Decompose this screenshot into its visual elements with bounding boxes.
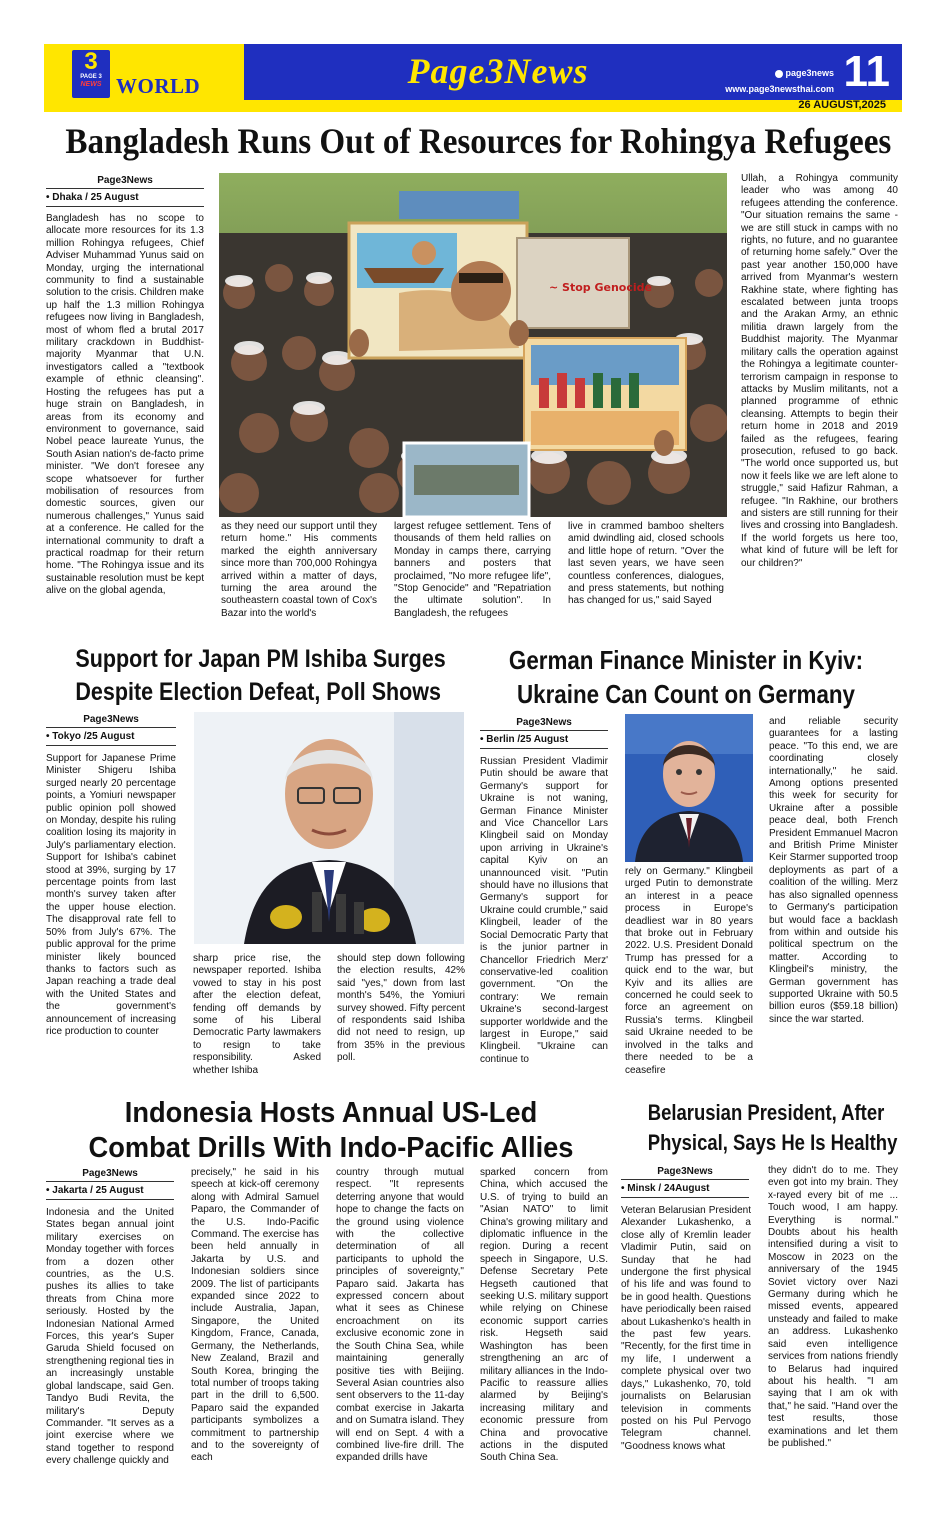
indonesia-col-3: country through mutual respect. "It represents deterring anyone that would hope to change the facts on the ground using violence with the collective determination of all participants to uphold the principles of sovereignty," Paparo said. Jakarta has expressed concern about what it sees as Chinese encroachment on its exclusive economic zone in the South China Sea, while maintaining generally positive ties with Beijing. Several Asian countries also sent observers to the 11-day combat exercise in Jakarta and on Sumatra island. They will end on Sept. 4 with a combined live-fire drill. The expanded drills have	[336, 1167, 464, 1464]
indonesia-byline: Page3News • Jakarta / 25 August	[46, 1167, 174, 1200]
rohingya-byline: Page3News • Dhaka / 25 August	[46, 174, 204, 207]
rohingya-headline: Bangladesh Runs Out of Resources for Rohingya Refugees	[65, 121, 892, 161]
germany-byline: Page3News • Berlin /25 August	[480, 716, 608, 749]
page-number: 11	[843, 47, 890, 96]
belarus-headline: Belarusian President, After Physical, Says He Is Healthy	[647, 1100, 898, 1155]
indonesia-col-1: Indonesia and the United States began annual joint military exercises on Monday together with forces from a dozen other countries, as the U.S. pushes its allies to take threats from China more seriously. Hosted by the Indonesian National Armed Forces, this year's Super Garuda Shield focused on strengthening regional ties in an increasingly unstable global landscape, said Gen. Tandyo Budi Revita, the military's Deputy Commander. "It serves as a joint exercise where we stand together to respond every challenge quickly and	[46, 1207, 174, 1467]
belarus-byline: Page3News • Minsk / 24August	[621, 1165, 749, 1198]
germany-col-3: and reliable security guarantees for a lasting peace. "To this end, we are coordinating closely internationally," he said. Among options presented this week for security for Ukraine after a possible peace deal, both French President Emmanuel Macron and British Prime Minister Keir Starmer supported troop deployments as part of a coalition of the willing. Merz has also signalled openness to Germany's participation but would face a backlash from within and outside his political spectrum on the matter. According to Klingbeil's ministry, the German government has supported Ukraine with 50.5 billion euros ($59.18 billion) since the war started.	[769, 716, 898, 1025]
rohingya-col-1: Bangladesh has no scope to allocate more resources for its 1.3 million Rohingya refugees, Chief Adviser Muhammad Yunus said on Monday, urging the international community to find a sustainable solution to the crisis. Children make up half the 1.3 million Rohingya refugees now living in Bangladesh, most of whom fled a brutal 2017 military crackdown in Buddhist-majority Myanmar that U.N. investigators called a "textbook example of ethnic cleansing". Hosting the refugees has put a huge strain on Bangladesh, in areas from its economy and environment to governance, said Nobel peace laureate Yunus, the South Asian nation's de-facto prime minister. "We don't foresee any scope whatsoever for further mobilisation of resources from domestic sources, given our numerous challenges," Yunus said at a conference. He called for the international community to draft a practical roadmap for their return home. "The Rohingya issue and its sustainable resolution must be kept alive on the global agenda,	[46, 213, 204, 597]
page3-logo: 3 PAGE 3 NEWS	[70, 48, 112, 100]
masthead	[44, 44, 902, 100]
klingbeil-portrait-illustration	[625, 714, 753, 862]
rohingya-col-5: Ullah, a Rohingya community leader who was among 40 refugees attending the conference. "Our situation remains the same - we are still stuck in camps with no rights, no future, and no guarantee of returning home safely." Over the past year another 150,000 have arrived from Myanmar's western Rakhine state, where fighting has escalated between junta troops and the Arakan Army, an ethnic militia drawn largely from the Buddhist majority. The Myanmar military calls the operation against the Rohingya a legitimate counter-terrorism campaign in response to attacks by Muslim militants, not a planned programme of ethnic cleansing. Attempts to begin their return home in 2018 and 2019 failed as the refugees, fearing prosecution, refused to go back. "The world once supported us, but now it feels like we are left alone to struggle," said Hafizur Rahman, a refugee. "In Rakhine, our brothers and sisters are still running for their lives and crossing into Bangladesh. If the world forgets us here too, what kind of future will be left for our children?"	[741, 173, 898, 569]
rohingya-rally-illustration	[219, 173, 727, 517]
website-url: www.page3newsthai.com	[725, 84, 834, 94]
ishiba-col-1: Support for Japanese Prime Minister Shigeru Ishiba surged nearly 20 percentage points, a Yomiuri newspaper public opinion poll showed on Monday, despite his ruling coalition losing its majority in July's parliamentary election. Support for Ishiba's cabinet stood at 39%, surging by 17 percentage points from last month's survey taken after the upper house election. The disapproval rate fell to 50% from July's 67%. The public approval for the prime minister likely bounced thanks to factors such as Japan reaching a trade deal with the United States and the government's announcement of increasing rice production to counter	[46, 753, 176, 1037]
germany-col-2: rely on Germany." Klingbeil urged Putin to demonstrate an interest in a peace process in Europe's deadliest war in 80 years that broke out in February 2022. U.S. President Donald Trump has pressed for a quick end to the war, but Kyiv and its allies are concerned he could seek to force an agreement on Russia's terms. Klingbeil said Ukraine needed to be involved in the talks and there needed to be a ceasefire	[625, 866, 753, 1076]
germany-col-1: Russian President Vladimir Putin should be aware that Germany's support for Ukraine is not waning, German Finance Minister and Vice Chancellor Lars Klingbeil said on Monday upon arriving in Ukraine's capital Kyiv on an unannounced visit. "Putin should have no illusions that Germany's support for Ukraine could crumble," said Klingbeil, leader of the Social Democratic Party that is the junior partner in Chancellor Friedrich Merz' conservative-led coalition government. "On the contrary: We remain Ukraine's second-largest supporter worldwide and the largest in Europe," said Klingbeil. "Ukraine can continue to	[480, 756, 608, 1065]
ishiba-headline: Support for Japan PM Ishiba Surges Despite Election Defeat, Poll Shows	[75, 645, 446, 706]
rohingya-col-4: live in crammed bamboo shelters amid dwindling aid, closed schools and little hope of return. "Over the last seven years, we have seen countless conferences, dialogues, and press statements, but nothing has changed for us," said Sayed	[568, 521, 724, 607]
ishiba-portrait-illustration	[194, 712, 464, 944]
stop-genocide-sign: ~ Stop Genocide	[549, 281, 652, 294]
belarus-col-2: they didn't do to me. They even got into my brain. They x-rayed every bit of me ... Touch wood, I am happy. Everything is normal." Doubts about his health intensified during a visit to Moscow in 2023 on the anniversary of the 1945 Soviet victory over Nazi Germany during which he missed events, appeared unsteady and failed to make an address. Lukashenko said even intelligence services from nations friendly to Belarus had inquired about his health. "I am saying that I am ok with that," he said. "Hand over the test results, those examinations and let them be published."	[768, 1165, 898, 1449]
ishiba-byline: Page3News • Tokyo /25 August	[46, 713, 176, 746]
rohingya-col-2: as they need our support until they return home." His comments marked the eighth anniversary since more than 700,000 Rohingya arrived within a matter of days, turning the area around the southeastern coastal town of Cox's Bazar into the world's	[221, 521, 377, 619]
ishiba-col-2: sharp price rise, the newspaper reported. Ishiba vowed to stay in his post after the election defeat, fending off demands by some of his Liberal Democratic Party lawmakers to resign to take responsibility. Asked whether Ishiba	[193, 953, 321, 1076]
social-handle: page3news	[775, 68, 834, 78]
indonesia-col-4: sparked concern from China, which accused the U.S. of trying to build an "Asian NATO" to limit China's growing military and diplomatic influence in the region. During a recent speech in Singapore, U.S. Defense Secretary Pete Hegseth cautioned that seeking U.S. military support while relying on Chinese economic support carries risk. Hegseth said Washington has been strengthening an arc of military alliances in the Indo-Pacific to reassure allies alarmed by Beijing's increasing military and economic pressure from China and provocative actions in the disputed South China Sea.	[480, 1167, 608, 1464]
facebook-icon	[775, 70, 783, 78]
klingbeil-photo	[625, 714, 753, 862]
newspaper-title: Page3News	[407, 51, 589, 91]
belarus-col-1: Veteran Belarusian President Alexander Lukashenko, a close ally of Kremlin leader Vladimir Putin, said on Sunday that he had undergone the first physical of his life and was found to be in good health. Questions have periodically been raised about Lukashenko's health in the past few years. "Recently, for the first time in my life, I underwent a complete physical over two days," Lukashenko, 70, told journalists on Belarusian television in comments posted on his Pul Pervogo Telegram channel. "Goodness knows what	[621, 1205, 751, 1452]
date-bar	[44, 100, 902, 112]
ishiba-col-3: should step down following the election results, 42% said "yes," down from last month's 54%, the Yomiuri survey showed. Fifty percent of respondents said Ishiba did not need to resign, up from 35% in the previous poll.	[337, 953, 465, 1064]
indonesia-headline: Indonesia Hosts Annual US-Led Combat Drills With Indo-Pacific Allies	[88, 1097, 574, 1164]
ishiba-photo	[194, 712, 464, 944]
germany-headline: German Finance Minister in Kyiv: Ukraine Can Count on Germany	[508, 645, 864, 709]
rohingya-rally-photo	[219, 173, 727, 517]
rohingya-col-3: largest refugee settlement. Tens of thousands of them held rallies on Monday in camps there, carrying banners and posters that proclaimed, "No more refugee life", "Stop Genocide" and "Repatriation the ultimate solution". In Bangladesh, the refugees	[394, 521, 551, 619]
section-label: WORLD	[116, 74, 201, 98]
issue-date: 26 AUGUST,2025	[798, 99, 886, 111]
indonesia-col-2: precisely," he said in his speech at kick-off ceremony along with Admiral Samuel Paparo, the Commander of the U.S. Indo-Pacific Command. The exercise has been held annually in Jakarta by U.S. and Indonesian soldiers since 2009. The list of participants expanded since 2022 to include Australia, Japan, Singapore, the United Kingdom, France, Canada, Germany, the Netherlands, New Zealand, Brazil and South Korea, bringing the total number of troops taking part in the drill to 6,500. Paparo said the expanded participants symbolizes a commitment to partnership and to the sovereignty of each	[191, 1167, 319, 1464]
